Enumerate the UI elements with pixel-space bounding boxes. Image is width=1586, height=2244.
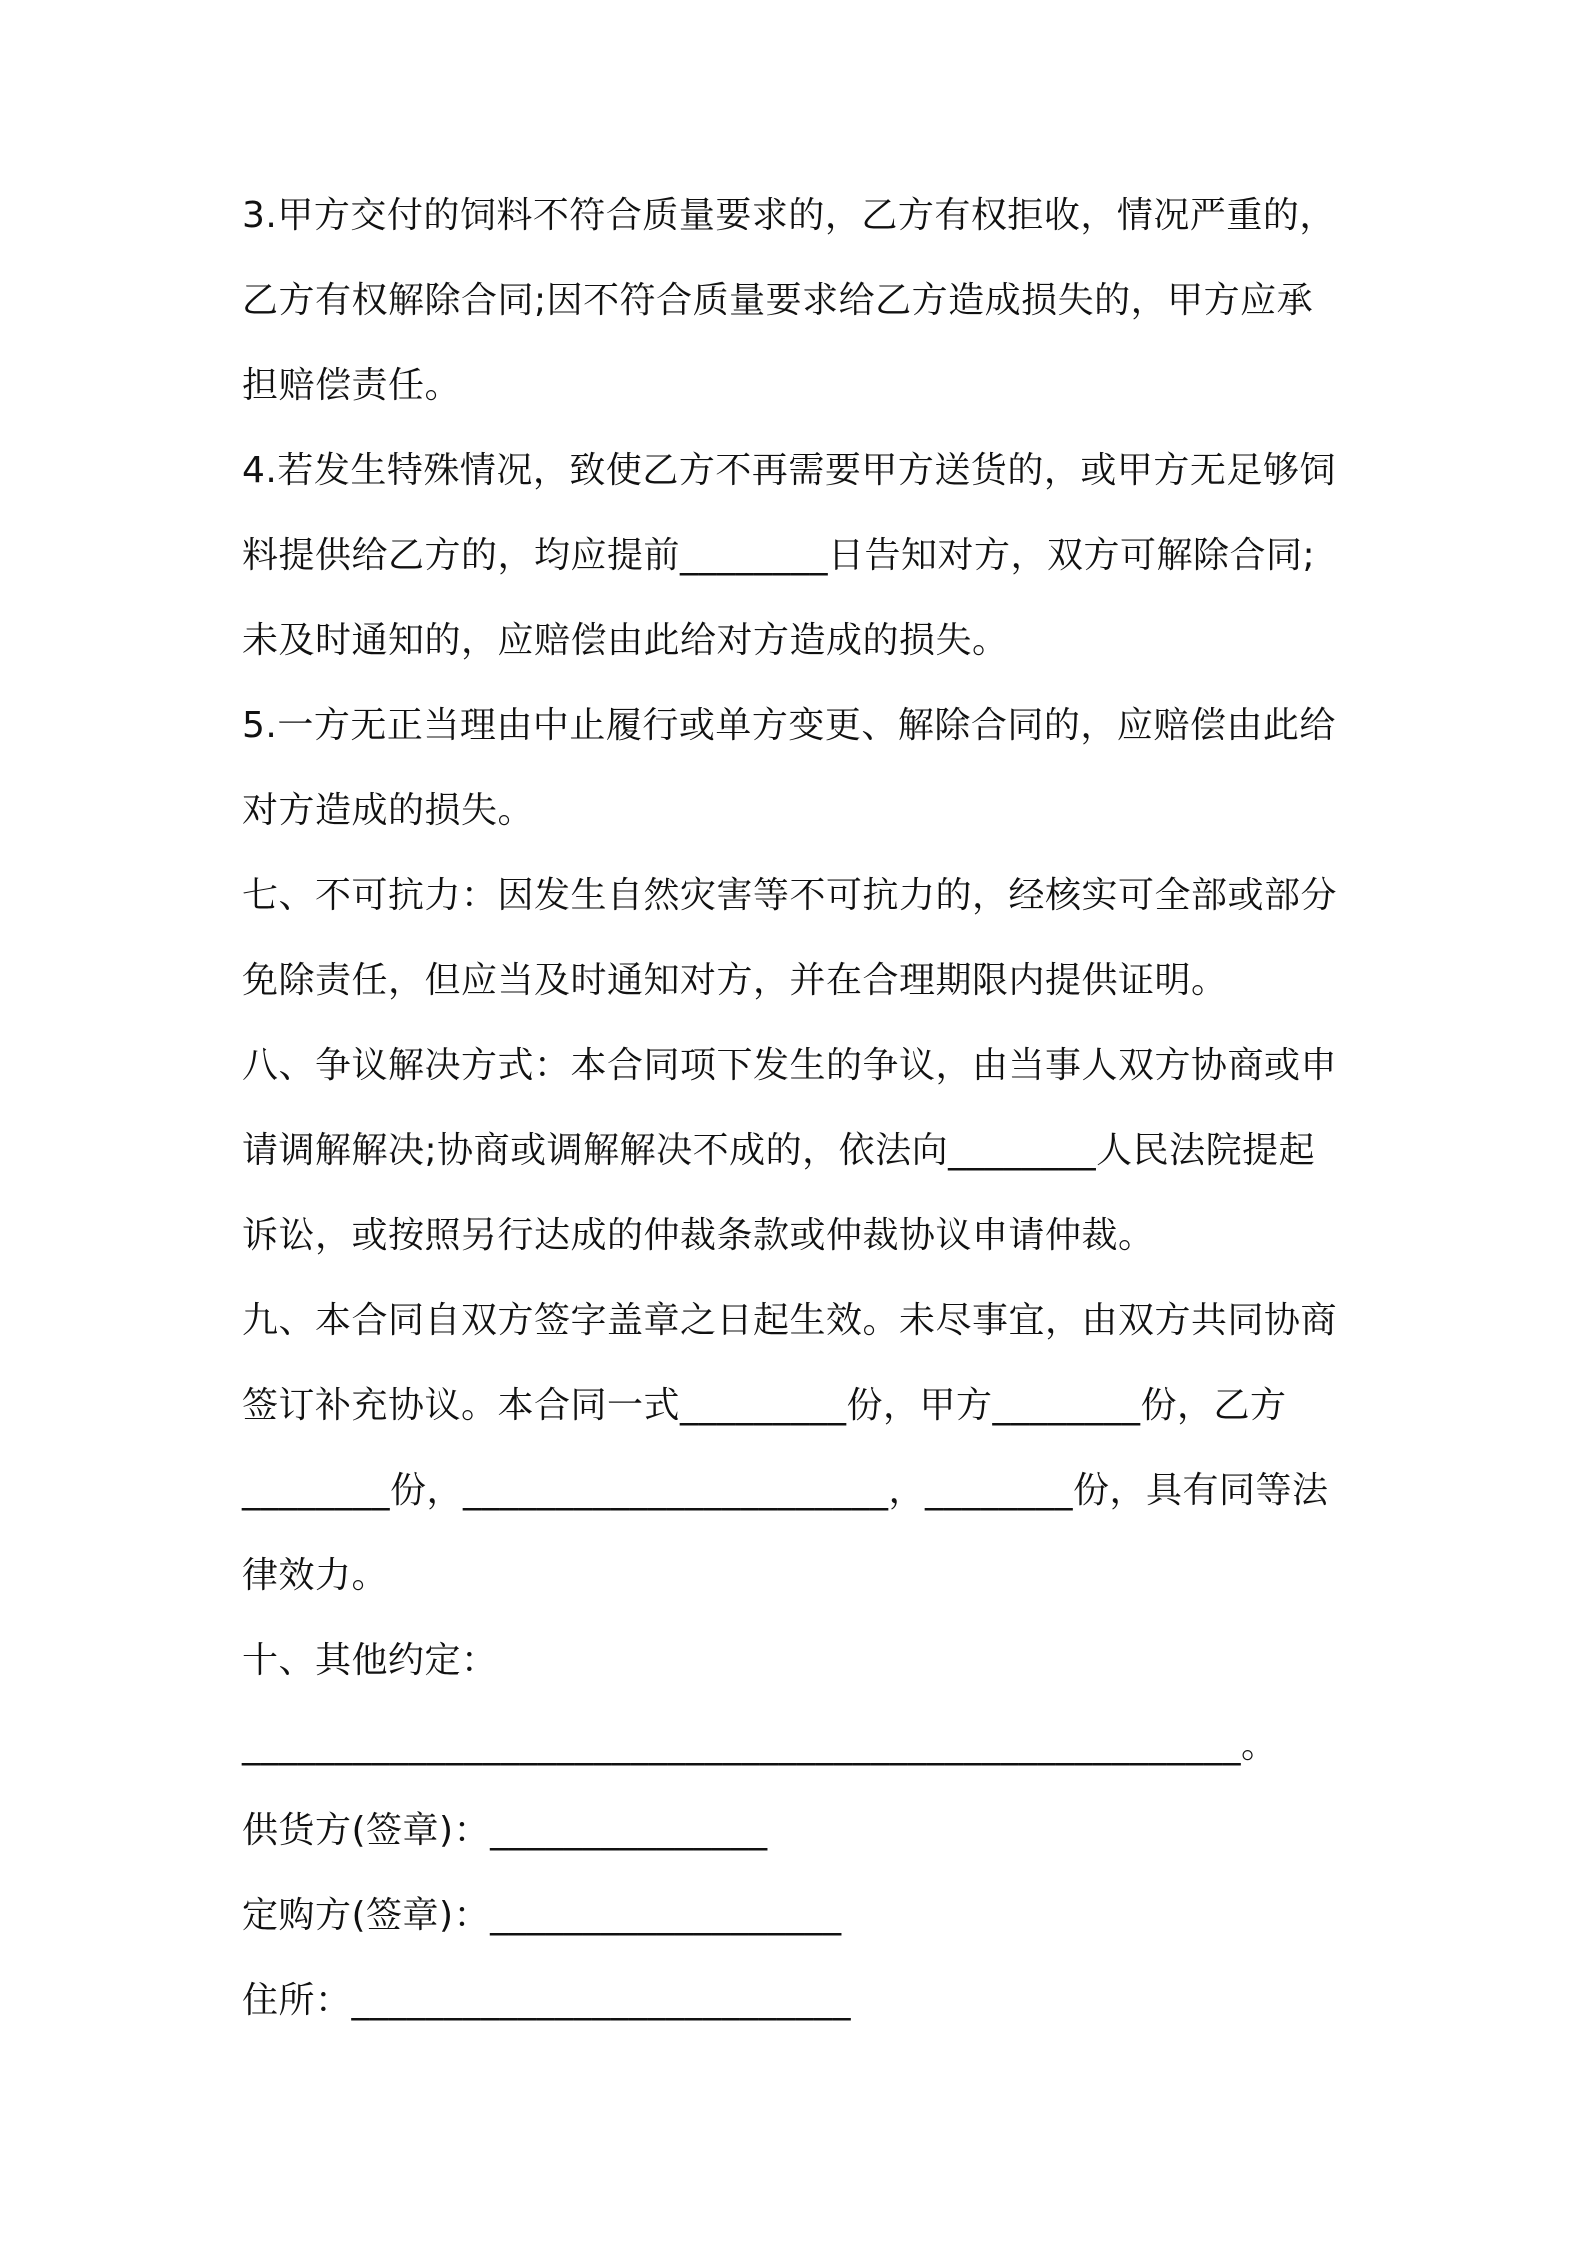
text-line: ______________________________________________________。	[242, 1725, 1278, 1766]
text-line: 对方造成的损失。	[242, 790, 535, 831]
text-line: 免除责任，但应当及时通知对方，并在合理期限内提供证明。	[242, 960, 1228, 1001]
text-line: 签订补充协议。本合同一式_________份，甲方________份，乙方	[242, 1385, 1287, 1426]
text-line: 住所：___________________________	[242, 1980, 852, 2021]
text-line: 3.甲方交付的饲料不符合质量要求的，乙方有权拒收，情况严重的，	[242, 195, 1336, 236]
text-line: ________份，_______________________，________份，具有同等法	[242, 1470, 1329, 1511]
text-line: 乙方有权解除合同;因不符合质量要求给乙方造成损失的，甲方应承	[242, 280, 1314, 321]
text-line: 诉讼，或按照另行达成的仲裁条款或仲裁协议申请仲裁。	[242, 1215, 1155, 1256]
text-line: 5.一方无正当理由中止履行或单方变更、解除合同的，应赔偿由此给	[242, 705, 1336, 746]
text-line: 定购方(签章)：___________________	[242, 1895, 842, 1936]
text-line: 十、其他约定：	[242, 1640, 498, 1681]
text-line: 八、争议解决方式：本合同项下发生的争议，由当事人双方协商或申	[242, 1045, 1338, 1086]
text-line: 4.若发生特殊情况，致使乙方不再需要甲方送货的，或甲方无足够饲	[242, 450, 1336, 491]
text-line: 未及时通知的，应赔偿由此给对方造成的损失。	[242, 620, 1009, 661]
text-line: 担赔偿责任。	[242, 365, 462, 406]
text-line: 律效力。	[242, 1555, 389, 1596]
text-line: 请调解解决;协商或调解解决不成的，依法向________人民法院提起	[242, 1130, 1316, 1171]
text-line: 供货方(签章)：_______________	[242, 1810, 768, 1851]
text-line: 九、本合同自双方签字盖章之日起生效。未尽事宜，由双方共同协商	[242, 1300, 1338, 1341]
text-line: 七、不可抗力：因发生自然灾害等不可抗力的，经核实可全部或部分	[242, 875, 1338, 916]
text-line: 料提供给乙方的，均应提前________日告知对方，双方可解除合同;	[242, 535, 1316, 576]
